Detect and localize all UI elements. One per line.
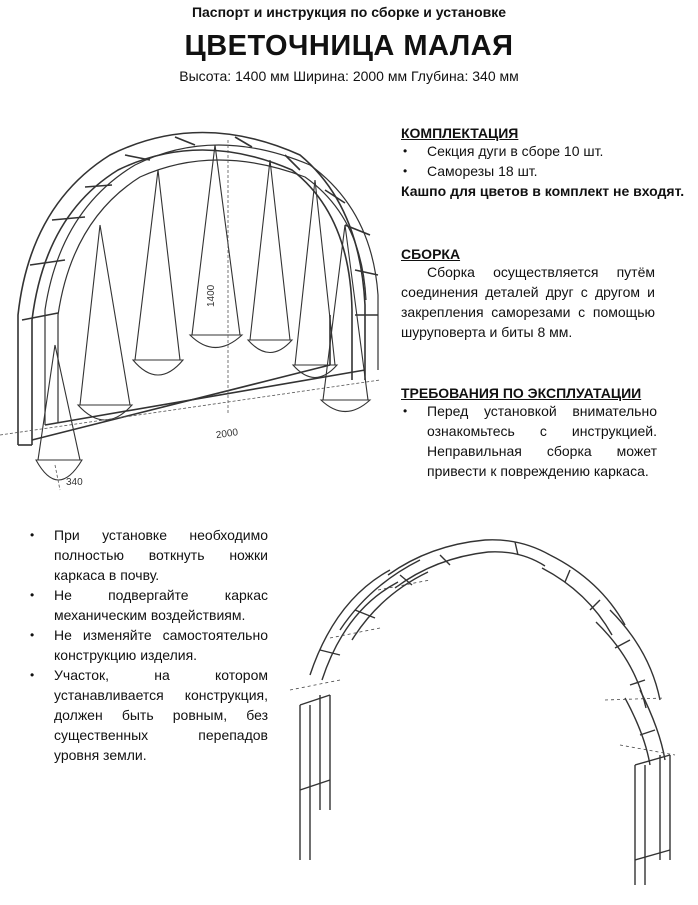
bullet-icon: • [30, 668, 35, 682]
bullet-icon: • [30, 628, 35, 642]
depth-dimension-label: 340 [66, 477, 83, 488]
list-item: • Участок, на котором устанавливается конструкция, должен быть ровным, без существенных перепадов уровня земли. [30, 667, 268, 763]
bullet-icon: • [403, 164, 408, 178]
bullet-icon: • [30, 588, 35, 602]
bullet-icon: • [403, 404, 408, 418]
document-subtitle: Паспорт и инструкция по сборке и установке [191, 4, 507, 20]
requirements-title: ТРЕБОВАНИЯ ПО ЭКСПЛУАТАЦИИ [401, 385, 642, 401]
bullet-icon: • [403, 144, 408, 158]
height-dimension-label: 1400 [206, 284, 217, 307]
arch-exploded-drawing [280, 530, 690, 900]
list-item: • Перед установкой внимательно ознакомьтесь с инструкцией. Неправильная сборка может привести к повреждению каркаса. [403, 403, 657, 479]
list-item: • Не подвергайте каркас механическим воздействиям. [30, 587, 268, 623]
assembly-section [401, 246, 655, 342]
list-item: • Саморезы 18 шт. [403, 163, 538, 179]
product-dimensions: Высота: 1400 мм Ширина: 2000 мм Глубина: 340 мм [179, 68, 519, 84]
list-item: • Секция дуги в сборе 10 шт. [403, 143, 604, 159]
requirements-section [401, 385, 657, 481]
list-item: • При установке необходимо полностью воткнуть ножки каркаса в почву. [30, 527, 268, 583]
kit-section [401, 125, 686, 201]
install-notes-list [28, 525, 268, 765]
list-item: • Не изменяйте самостоятельно конструкцию изделия. [30, 627, 268, 663]
bullet-icon: • [30, 528, 35, 542]
assembly-text: Сборка осуществляется путём соединения деталей друг с другом и закрепления саморезами с помощью шуруповерта и биты 8 мм. [401, 264, 655, 340]
arch-assembled-drawing [0, 115, 395, 500]
document-title: ЦВЕТОЧНИЦА МАЛАЯ [184, 30, 514, 62]
assembly-title: СБОРКА [401, 246, 461, 262]
width-dimension-label: 2000 [215, 427, 239, 442]
requirements-list [401, 401, 657, 481]
kit-note: Кашпо для цветов в комплект не входят. [401, 183, 685, 199]
install-notes [28, 525, 268, 765]
kit-list [401, 141, 686, 181]
kit-title: КОМПЛЕКТАЦИЯ [401, 125, 519, 141]
